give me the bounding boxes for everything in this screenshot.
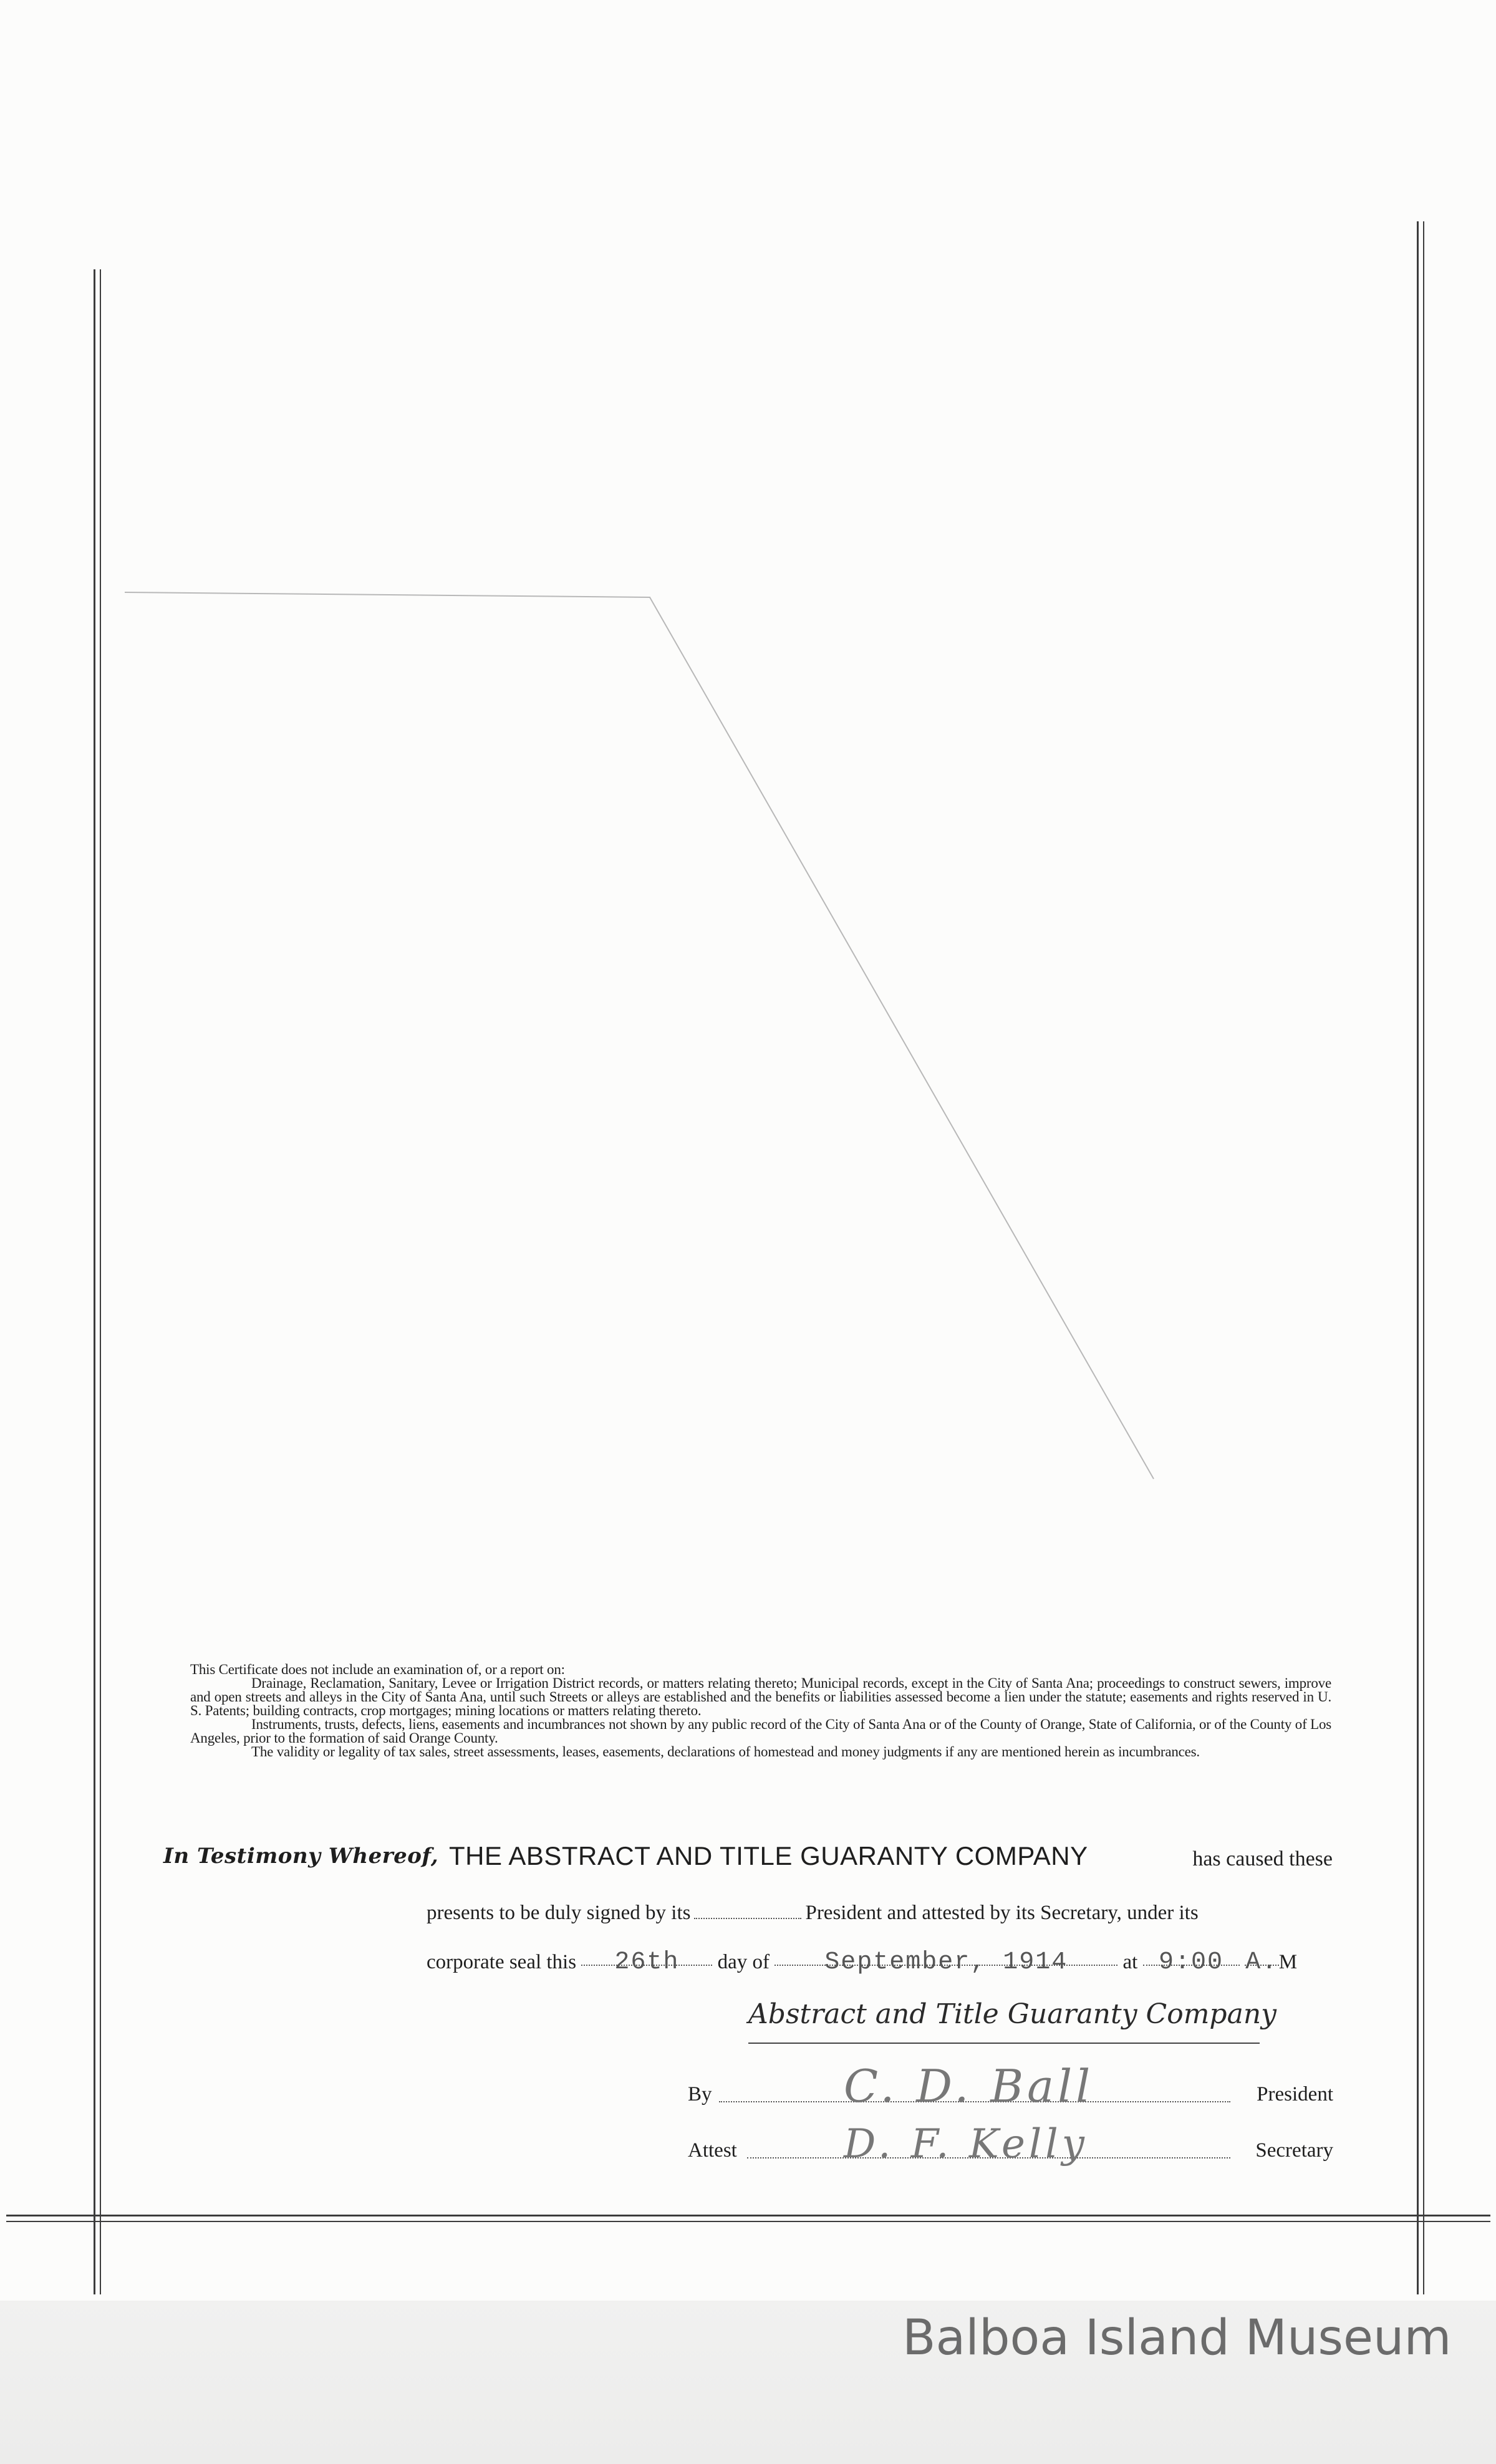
disclaimer-paragraph-2: Instruments, trusts, defects, liens, easements and incumbrances not shown by any public record of the City of Santa Ana or of the County of Orange, State of California, or of the County of Los Angeles, prior to the formation of said Orange County.: [190, 1716, 1331, 1746]
secretary-role: Secretary: [1255, 2139, 1333, 2162]
seal-text-d: M: [1278, 1951, 1298, 1973]
disclaimer-block: [190, 1663, 1331, 1759]
filled-month-year: September, 1914: [824, 1948, 1068, 1976]
disclaimer-paragraph-1: Drainage, Reclamation, Sanitary, Levee or Irrigation District records, or matters relating thereto; Municipal records, except in the City of Santa Ana; proceedings to construct sewers, improve and open streets and alleys in the City of Santa Ana, until such Streets or alleys are established and the benefits or liabilities assessed become a lien under the statute; easements and rights reserved in U. S. Patents; building contracts, crop mortgages; mining locations or matters relating thereto.: [190, 1675, 1331, 1718]
president-signature: C. D. Ball: [844, 2060, 1094, 2112]
signing-text-a: presents to be duly signed by its: [427, 1902, 691, 1924]
president-signature-row: [688, 2060, 1333, 2114]
by-label: By: [688, 2083, 712, 2105]
secretary-signature-row: [688, 2121, 1333, 2170]
president-role: President: [1257, 2083, 1333, 2105]
testimony-tail: has caused these: [1192, 1847, 1333, 1870]
signing-text-b: President and attested by its Secretary, under its: [805, 1902, 1199, 1924]
blank-month-year: [775, 1948, 1117, 1976]
blank-ampm: [1245, 1948, 1279, 1976]
secretary-signature: D. F. Kelly: [844, 2121, 1088, 2167]
company-name-caps: THE ABSTRACT AND TITLE GUARANTY COMPANY: [449, 1841, 1088, 1870]
blank-time: [1143, 1948, 1240, 1976]
disclaimer-intro: This Certificate does not include an examination of, or a report on:: [190, 1662, 565, 1677]
attest-label: Attest: [688, 2139, 737, 2162]
filled-time: 9:00: [1159, 1948, 1224, 1976]
testimony-line: [163, 1841, 1333, 1879]
seal-text-c: at: [1122, 1951, 1138, 1973]
blank-officer: [694, 1902, 801, 1919]
testimony-heading: In Testimony Whereof,: [163, 1844, 439, 1869]
filled-ampm: A.: [1245, 1948, 1278, 1976]
seal-text-a: corporate seal this: [427, 1951, 577, 1973]
disclaimer-paragraph-3: The validity or legality of tax sales, street assessments, leases, easements, declarations of homestead and money judgments if any are mentioned herein as incumbrances.: [251, 1744, 1200, 1759]
seal-text-b: day of: [717, 1951, 770, 1973]
signing-line: [427, 1902, 1334, 1933]
filled-day: 26th: [614, 1948, 680, 1976]
seal-date-line: [427, 1948, 1334, 1980]
blank-day: [581, 1948, 712, 1976]
museum-watermark: Balboa Island Museum: [902, 2310, 1452, 2366]
company-underline: [748, 2043, 1260, 2044]
company-script-name: Abstract and Title Guaranty Company: [748, 1998, 1277, 2030]
